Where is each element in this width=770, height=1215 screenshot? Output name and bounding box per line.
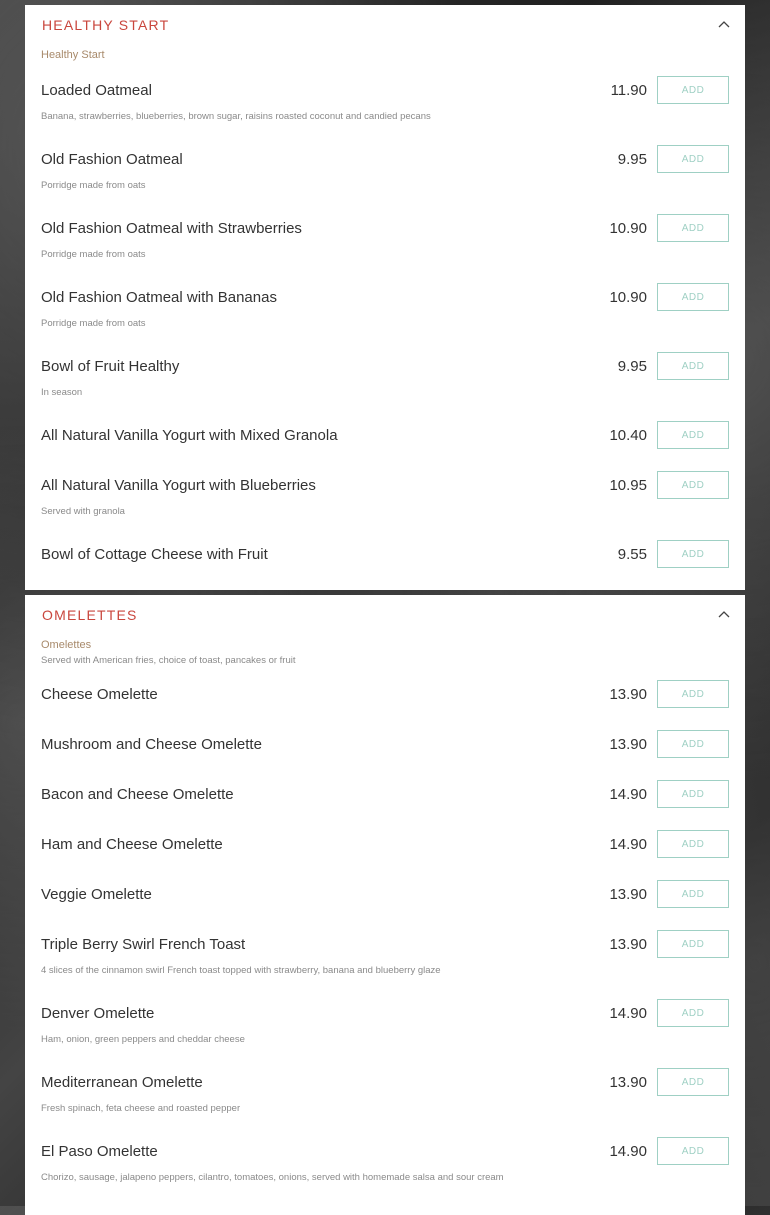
item-price: 9.95 bbox=[617, 358, 647, 375]
item-description: Porridge made from oats bbox=[41, 318, 146, 329]
item-description: Fresh spinach, feta cheese and roasted pepper bbox=[41, 1103, 241, 1114]
menu-item bbox=[25, 886, 745, 936]
item-price: 10.90 bbox=[609, 220, 647, 237]
add-button[interactable]: ADD bbox=[657, 352, 729, 380]
menu-item bbox=[25, 686, 745, 736]
item-price: 9.95 bbox=[617, 151, 647, 168]
menu-item bbox=[25, 477, 745, 527]
item-name: Old Fashion Oatmeal with Strawberries bbox=[41, 220, 302, 237]
item-name: All Natural Vanilla Yogurt with Blueberries bbox=[41, 477, 316, 494]
item-description: Porridge made from oats bbox=[41, 180, 146, 191]
add-button[interactable]: ADD bbox=[657, 930, 729, 958]
item-price: 10.90 bbox=[609, 289, 647, 306]
add-button[interactable]: ADD bbox=[657, 999, 729, 1027]
menu-item bbox=[25, 1005, 745, 1055]
section-omelettes bbox=[25, 595, 745, 1215]
add-button[interactable]: ADD bbox=[657, 780, 729, 808]
section-subtitle: Omelettes bbox=[41, 639, 92, 651]
add-button[interactable]: ADD bbox=[657, 1068, 729, 1096]
section-subtitle: Healthy Start bbox=[41, 49, 105, 61]
item-description: Banana, strawberries, blueberries, brown sugar, raisins roasted coconut and candied pecans bbox=[41, 111, 431, 122]
item-name: El Paso Omelette bbox=[41, 1143, 158, 1160]
item-price: 14.90 bbox=[609, 1005, 647, 1022]
chevron-up-icon bbox=[717, 18, 731, 32]
item-description: Ham, onion, green peppers and cheddar cheese bbox=[41, 1034, 245, 1045]
collapse-button[interactable] bbox=[717, 608, 731, 622]
item-name: Veggie Omelette bbox=[41, 886, 152, 903]
add-button[interactable]: ADD bbox=[657, 540, 729, 568]
menu-item bbox=[25, 836, 745, 886]
menu-item bbox=[25, 936, 745, 986]
item-price: 13.90 bbox=[609, 936, 647, 953]
menu-item bbox=[25, 151, 745, 201]
item-price: 14.90 bbox=[609, 786, 647, 803]
menu-item bbox=[25, 427, 745, 477]
menu-item bbox=[25, 358, 745, 408]
item-price: 14.90 bbox=[609, 836, 647, 853]
item-description: Served with granola bbox=[41, 506, 125, 517]
menu-item bbox=[25, 546, 745, 596]
section-note: Served with American fries, choice of toast, pancakes or fruit bbox=[41, 655, 296, 666]
chevron-up-icon bbox=[717, 608, 731, 622]
item-description: Chorizo, sausage, jalapeno peppers, cilantro, tomatoes, onions, served with homemade salsa and sour cream bbox=[41, 1172, 504, 1183]
section-title: HEALTHY START bbox=[42, 17, 170, 33]
item-description: Porridge made from oats bbox=[41, 249, 146, 260]
add-button[interactable]: ADD bbox=[657, 421, 729, 449]
item-price: 13.90 bbox=[609, 1074, 647, 1091]
add-button[interactable]: ADD bbox=[657, 283, 729, 311]
item-name: Mediterranean Omelette bbox=[41, 1074, 203, 1091]
menu-item bbox=[25, 220, 745, 270]
section-healthy-start bbox=[25, 5, 745, 590]
item-name: Denver Omelette bbox=[41, 1005, 155, 1022]
add-button[interactable]: ADD bbox=[657, 680, 729, 708]
menu-item bbox=[25, 736, 745, 786]
item-description: In season bbox=[41, 387, 83, 398]
item-name: Bacon and Cheese Omelette bbox=[41, 786, 234, 803]
item-name: Triple Berry Swirl French Toast bbox=[41, 936, 246, 953]
item-name: Old Fashion Oatmeal with Bananas bbox=[41, 289, 277, 306]
section-title: OMELETTES bbox=[42, 607, 138, 623]
item-price: 10.40 bbox=[609, 427, 647, 444]
item-name: Ham and Cheese Omelette bbox=[41, 836, 223, 853]
collapse-button[interactable] bbox=[717, 18, 731, 32]
item-price: 13.90 bbox=[609, 736, 647, 753]
menu-item bbox=[25, 1143, 745, 1193]
add-button[interactable]: ADD bbox=[657, 214, 729, 242]
item-price: 14.90 bbox=[609, 1143, 647, 1160]
item-name: Mushroom and Cheese Omelette bbox=[41, 736, 262, 753]
add-button[interactable]: ADD bbox=[657, 145, 729, 173]
item-price: 13.90 bbox=[609, 686, 647, 703]
item-name: Cheese Omelette bbox=[41, 686, 158, 703]
item-price: 11.90 bbox=[610, 82, 647, 99]
add-button[interactable]: ADD bbox=[657, 1137, 729, 1165]
item-price: 13.90 bbox=[609, 886, 647, 903]
add-button[interactable]: ADD bbox=[657, 76, 729, 104]
item-description: 4 slices of the cinnamon swirl French toast topped with strawberry, banana and blueberry glaze bbox=[41, 965, 441, 976]
item-name: Loaded Oatmeal bbox=[41, 82, 152, 99]
add-button[interactable]: ADD bbox=[657, 830, 729, 858]
item-name: All Natural Vanilla Yogurt with Mixed Granola bbox=[41, 427, 338, 444]
menu-item bbox=[25, 82, 745, 132]
add-button[interactable]: ADD bbox=[657, 730, 729, 758]
item-name: Bowl of Fruit Healthy bbox=[41, 358, 180, 375]
item-name: Bowl of Cottage Cheese with Fruit bbox=[41, 546, 268, 563]
menu-item bbox=[25, 289, 745, 339]
item-name: Old Fashion Oatmeal bbox=[41, 151, 183, 168]
item-price: 9.55 bbox=[617, 546, 647, 563]
menu-item bbox=[25, 786, 745, 836]
menu-item bbox=[25, 1074, 745, 1124]
item-price: 10.95 bbox=[609, 477, 647, 494]
add-button[interactable]: ADD bbox=[657, 471, 729, 499]
add-button[interactable]: ADD bbox=[657, 880, 729, 908]
